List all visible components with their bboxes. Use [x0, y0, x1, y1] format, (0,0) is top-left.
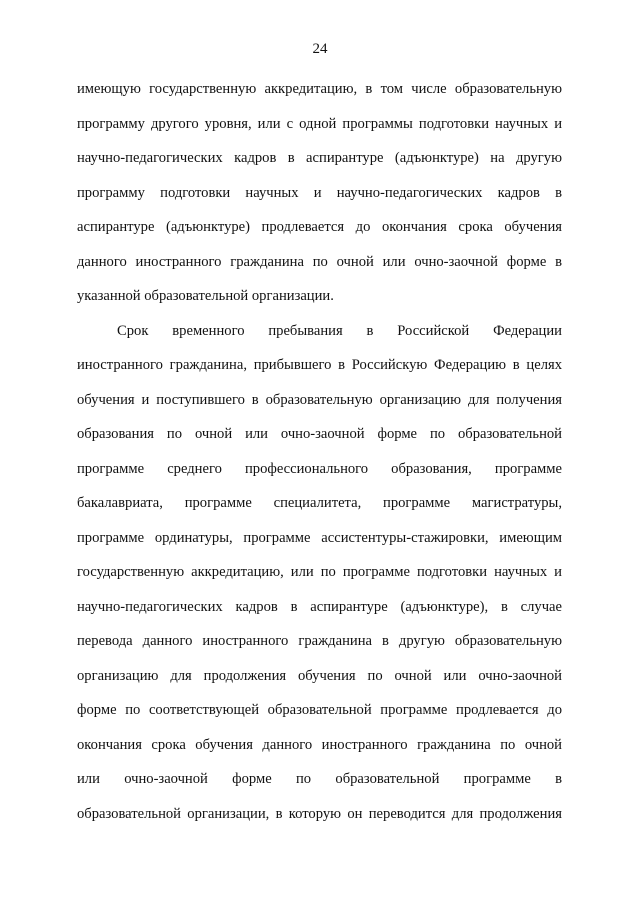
text-line: научно-педагогических кадров в аспирантуре (адъюнктуре), в случае — [77, 598, 562, 615]
text-line: бакалавриата, программе специалитета, программе магистратуры, — [77, 495, 562, 511]
text-line: данного иностранного гражданина по очной или очно-заочной форме в — [77, 253, 562, 270]
text-line: иностранного гражданина, прибывшего в Российскую Федерацию в целях — [77, 357, 562, 373]
text-line: или очно-заочной форме по образовательной программе в — [77, 771, 562, 787]
text-line: программе среднего профессионального образования, программе — [77, 460, 562, 477]
text-line: образования по очной или очно-заочной форме по образовательной — [77, 426, 562, 442]
text-line: образовательной организации, в которую он переводится для продолжения — [77, 805, 562, 822]
text-line: форме по соответствующей образовательной программе продлевается до — [77, 702, 562, 718]
text-line: аспирантуре (адъюнктуре) продлевается до окончания срока обучения — [77, 219, 562, 235]
paragraph-2 — [77, 314, 562, 832]
text-line: окончания срока обучения данного иностранного гражданина по очной — [77, 736, 562, 753]
text-line: перевода данного иностранного гражданина в другую образовательную — [77, 633, 562, 649]
body-text — [77, 72, 562, 831]
text-line: организацию для продолжения обучения по очной или очно-заочной — [77, 667, 562, 684]
text-line: указанной образовательной организации. — [77, 288, 334, 304]
text-line: программу подготовки научных и научно-педагогических кадров в — [77, 184, 562, 201]
text-line: научно-педагогических кадров в аспирантуре (адъюнктуре) на другую — [77, 150, 562, 166]
text-line: программу другого уровня, или с одной программы подготовки научных и — [77, 115, 562, 132]
text-line: Срок временного пребывания в Российской Федерации — [117, 322, 562, 339]
text-line: обучения и поступившего в образовательную организацию для получения — [77, 391, 562, 408]
page-number: 24 — [312, 41, 328, 57]
paragraph-1 — [77, 72, 562, 314]
text-line: программе ординатуры, программе ассистентуры-стажировки, имеющим — [77, 529, 562, 546]
text-line: государственную аккредитацию, или по программе подготовки научных и — [77, 564, 562, 580]
text-line: имеющую государственную аккредитацию, в том числе образовательную — [77, 81, 562, 97]
